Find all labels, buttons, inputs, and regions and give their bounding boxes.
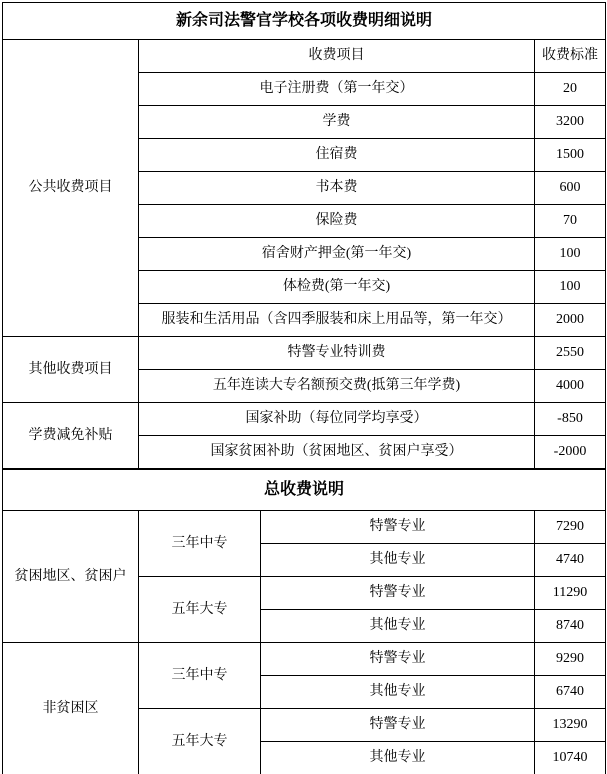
table-row [3, 403, 606, 436]
fee-amount-cell: -2000 [535, 436, 606, 469]
total-amount-cell: 8740 [535, 610, 606, 643]
fee-amount-cell: 1500 [535, 139, 606, 172]
fee-detail-table [2, 2, 606, 469]
major-cell: 特警专业 [261, 511, 535, 544]
fee-item-cell: 体检费(第一年交) [139, 271, 535, 304]
fee-item-cell: 学费 [139, 106, 535, 139]
table-row [3, 337, 606, 370]
fee-item-cell: 保险费 [139, 205, 535, 238]
major-cell: 其他专业 [261, 544, 535, 577]
major-cell: 特警专业 [261, 709, 535, 742]
fee-item-cell: 电子注册费（第一年交） [139, 73, 535, 106]
major-cell: 其他专业 [261, 610, 535, 643]
total-amount-cell: 9290 [535, 643, 606, 676]
total-amount-cell: 4740 [535, 544, 606, 577]
total-fee-table [2, 469, 606, 774]
program-label: 五年大专 [139, 577, 261, 643]
fee-item-header: 收费项目 [139, 40, 535, 73]
fee-item-cell: 宿舍财产押金(第一年交) [139, 238, 535, 271]
total-amount-cell: 7290 [535, 511, 606, 544]
program-label: 三年中专 [139, 643, 261, 709]
fee-item-cell: 国家贫困补助（贫困地区、贫困户享受） [139, 436, 535, 469]
table-row [3, 511, 606, 544]
fee-standard-header: 收费标准 [535, 40, 606, 73]
table-row [3, 643, 606, 676]
fee-amount-cell: 70 [535, 205, 606, 238]
fee-item-cell: 五年连读大专名额预交费(抵第三年学费) [139, 370, 535, 403]
fee-amount-cell: 3200 [535, 106, 606, 139]
total-amount-cell: 11290 [535, 577, 606, 610]
region-label-nonpoor: 非贫困区 [3, 643, 139, 774]
fee-amount-cell: 20 [535, 73, 606, 106]
major-cell: 特警专业 [261, 643, 535, 676]
fee-group-label-public: 公共收费项目 [3, 40, 139, 337]
major-cell: 其他专业 [261, 742, 535, 774]
fee-amount-cell: -850 [535, 403, 606, 436]
fee-item-cell: 国家补助（每位同学均享受） [139, 403, 535, 436]
fee-group-label-subsidy: 学费减免补贴 [3, 403, 139, 469]
program-label: 五年大专 [139, 709, 261, 774]
major-cell: 特警专业 [261, 577, 535, 610]
total-fee-title: 总收费说明 [3, 470, 606, 511]
total-amount-cell: 6740 [535, 676, 606, 709]
fee-table-title: 新余司法警官学校各项收费明细说明 [3, 3, 606, 40]
fee-item-cell: 住宿费 [139, 139, 535, 172]
fee-amount-cell: 100 [535, 271, 606, 304]
fee-amount-cell: 2000 [535, 304, 606, 337]
total-amount-cell: 10740 [535, 742, 606, 774]
fee-item-cell: 服装和生活用品（含四季服装和床上用品等，第一年交） [139, 304, 535, 337]
total-amount-cell: 13290 [535, 709, 606, 742]
major-cell: 其他专业 [261, 676, 535, 709]
program-label: 三年中专 [139, 511, 261, 577]
fee-item-cell: 特警专业特训费 [139, 337, 535, 370]
fee-amount-cell: 100 [535, 238, 606, 271]
fee-item-cell: 书本费 [139, 172, 535, 205]
fee-amount-cell: 2550 [535, 337, 606, 370]
fee-amount-cell: 600 [535, 172, 606, 205]
fee-group-label-other: 其他收费项目 [3, 337, 139, 403]
region-label-poor: 贫困地区、贫困户 [3, 511, 139, 643]
fee-amount-cell: 4000 [535, 370, 606, 403]
